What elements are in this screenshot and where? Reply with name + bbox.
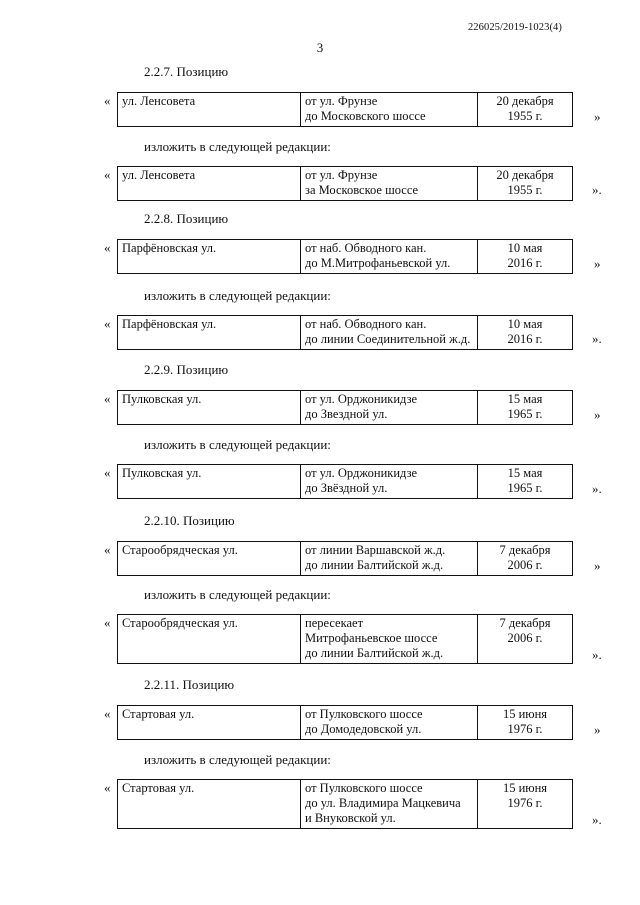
street-name-cell: Стартовая ул. <box>118 706 301 740</box>
section-heading: 2.2.10. Позицию <box>144 513 235 528</box>
date-line: 2006 г. <box>507 558 543 572</box>
range-line: Митрофаньевское шоссе <box>305 631 438 645</box>
street-name-cell: Парфёновская ул. <box>118 240 301 274</box>
street-range-cell <box>301 316 478 350</box>
naming-date-cell <box>478 780 573 829</box>
closing-quote: ». <box>592 182 602 197</box>
range-line: от ул. Орджоникидзе <box>305 466 418 480</box>
range-line: пересекает <box>305 616 364 630</box>
street-range-cell <box>301 93 478 127</box>
closing-quote: ». <box>592 647 602 662</box>
range-line: от Пулковского шоссе <box>305 781 423 795</box>
range-line: до М.Митрофаньевской ул. <box>305 256 451 270</box>
redaction-phrase: изложить в следующей редакции: <box>144 288 331 303</box>
table-row <box>118 542 573 576</box>
range-line: от ул. Фрунзе <box>305 168 378 182</box>
naming-date-cell <box>478 391 573 425</box>
street-name-cell: Стартовая ул. <box>118 780 301 829</box>
opening-quote: « <box>104 615 111 630</box>
street-range-cell <box>301 240 478 274</box>
opening-quote: « <box>104 780 111 795</box>
street-entry-table <box>117 166 573 201</box>
street-name-cell: Старообрядческая ул. <box>118 615 301 664</box>
closing-quote: » <box>594 256 601 271</box>
street-range-cell <box>301 167 478 201</box>
date-line: 1955 г. <box>507 183 543 197</box>
table-row <box>118 465 573 499</box>
street-entry-table <box>117 464 573 499</box>
range-line: до Звёздной ул. <box>305 481 388 495</box>
range-line: и Внуковской ул. <box>305 811 396 825</box>
naming-date-cell <box>478 167 573 201</box>
table-row <box>118 391 573 425</box>
street-entry-table <box>117 614 573 664</box>
redaction-phrase: изложить в следующей редакции: <box>144 437 331 452</box>
opening-quote: « <box>104 542 111 557</box>
opening-quote: « <box>104 167 111 182</box>
naming-date-cell <box>478 615 573 664</box>
closing-quote: ». <box>592 331 602 346</box>
closing-quote: » <box>594 558 601 573</box>
naming-date-cell <box>478 93 573 127</box>
range-line: от наб. Обводного кан. <box>305 241 427 255</box>
range-line: от ул. Фрунзе <box>305 94 378 108</box>
date-line: 7 декабря <box>499 616 551 630</box>
table-row <box>118 706 573 740</box>
page-number: 3 <box>316 40 324 55</box>
date-line: 1976 г. <box>507 722 543 736</box>
street-name-cell: Старообрядческая ул. <box>118 542 301 576</box>
closing-quote: » <box>594 407 601 422</box>
date-line: 7 декабря <box>499 543 551 557</box>
date-line: 15 июня <box>502 781 548 795</box>
street-entry-table <box>117 390 573 425</box>
street-range-cell <box>301 706 478 740</box>
street-range-cell <box>301 615 478 664</box>
range-line: от линии Варшавской ж.д. <box>305 543 446 557</box>
naming-date-cell <box>478 240 573 274</box>
street-name-cell: Пулковская ул. <box>118 465 301 499</box>
street-name-cell: ул. Ленсовета <box>118 167 301 201</box>
street-range-cell <box>301 391 478 425</box>
naming-date-cell <box>478 706 573 740</box>
range-line: до линии Балтийской ж.д. <box>305 558 444 572</box>
date-line: 2016 г. <box>507 256 543 270</box>
section-heading: 2.2.8. Позицию <box>144 211 229 226</box>
table-row <box>118 780 573 829</box>
date-line: 10 мая <box>507 241 543 255</box>
date-line: 1955 г. <box>507 109 543 123</box>
closing-quote: ». <box>592 812 602 827</box>
naming-date-cell <box>478 465 573 499</box>
opening-quote: « <box>104 706 111 721</box>
date-line: 1965 г. <box>507 481 543 495</box>
date-line: 2006 г. <box>507 631 543 645</box>
date-line: 20 декабря <box>496 94 554 108</box>
date-line: 1976 г. <box>507 796 543 810</box>
range-line: до Московского шоссе <box>305 109 426 123</box>
redaction-phrase: изложить в следующей редакции: <box>144 752 331 767</box>
closing-quote: » <box>594 109 601 124</box>
naming-date-cell <box>478 316 573 350</box>
opening-quote: « <box>104 391 111 406</box>
section-heading: 2.2.7. Позицию <box>144 64 229 79</box>
table-row <box>118 167 573 201</box>
closing-quote: » <box>594 722 601 737</box>
opening-quote: « <box>104 465 111 480</box>
street-entry-table <box>117 705 573 740</box>
street-name-cell: Парфёновская ул. <box>118 316 301 350</box>
range-line: до Домодедовской ул. <box>305 722 422 736</box>
section-heading: 2.2.11. Позицию <box>144 677 235 692</box>
street-entry-table <box>117 315 573 350</box>
street-entry-table <box>117 779 573 829</box>
street-entry-table <box>117 239 573 274</box>
street-range-cell <box>301 780 478 829</box>
closing-quote: ». <box>592 481 602 496</box>
street-name-cell: Пулковская ул. <box>118 391 301 425</box>
date-line: 20 декабря <box>496 168 554 182</box>
date-line: 1965 г. <box>507 407 543 421</box>
date-line: 15 мая <box>507 392 543 406</box>
range-line: до линии Балтийской ж.д. <box>305 646 444 660</box>
opening-quote: « <box>104 316 111 331</box>
range-line: от Пулковского шоссе <box>305 707 423 721</box>
table-row <box>118 615 573 664</box>
table-row <box>118 93 573 127</box>
redaction-phrase: изложить в следующей редакции: <box>144 587 331 602</box>
street-entry-table <box>117 92 573 127</box>
street-entry-table <box>117 541 573 576</box>
range-line: до ул. Владимира Мацкевича <box>305 796 461 810</box>
range-line: от наб. Обводного кан. <box>305 317 427 331</box>
table-row <box>118 240 573 274</box>
street-range-cell <box>301 542 478 576</box>
date-line: 15 июня <box>502 707 548 721</box>
opening-quote: « <box>104 93 111 108</box>
section-heading: 2.2.9. Позицию <box>144 362 229 377</box>
range-line: за Московское шоссе <box>305 183 419 197</box>
table-row <box>118 316 573 350</box>
document-number: 226025/2019-1023(4) <box>467 22 562 33</box>
range-line: до линии Соединительной ж.д. <box>305 332 471 346</box>
street-name-cell: ул. Ленсовета <box>118 93 301 127</box>
range-line: от ул. Орджоникидзе <box>305 392 418 406</box>
naming-date-cell <box>478 542 573 576</box>
redaction-phrase: изложить в следующей редакции: <box>144 139 331 154</box>
date-line: 15 мая <box>507 466 543 480</box>
opening-quote: « <box>104 240 111 255</box>
range-line: до Звездной ул. <box>305 407 388 421</box>
street-range-cell <box>301 465 478 499</box>
date-line: 10 мая <box>507 317 543 331</box>
date-line: 2016 г. <box>507 332 543 346</box>
